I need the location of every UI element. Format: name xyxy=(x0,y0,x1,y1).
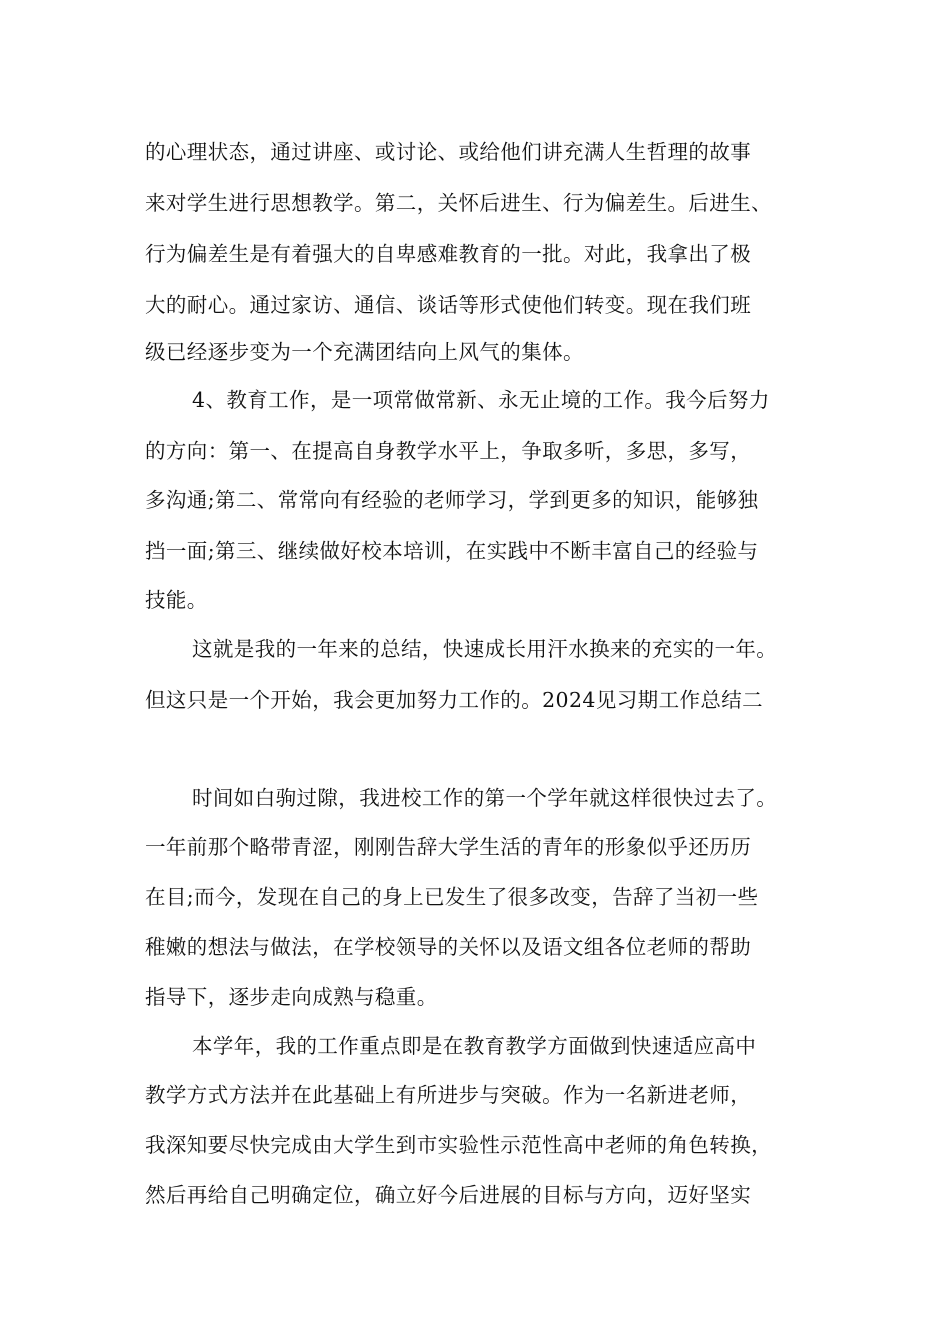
paragraph-2-line-5: 技能。 xyxy=(145,588,208,612)
paragraph-1-line-2: 来对学生进行思想教学。第二，关怀后进生、行为偏差生。后进生、 xyxy=(145,191,772,215)
paragraph-4-line-4: 稚嫩的想法与做法，在学校领导的关怀以及语文组各位老师的帮助 xyxy=(145,935,752,959)
paragraph-4-line-2: 一年前那个略带青涩，刚刚告辞大学生活的青年的形象似乎还历历 xyxy=(145,835,752,859)
paragraph-5-line-1: 本学年，我的工作重点即是在教育教学方面做到快速适应高中 xyxy=(192,1034,757,1058)
paragraph-1-line-3: 行为偏差生是有着强大的自卑感难教育的一批。对此，我拿出了极 xyxy=(145,242,752,266)
paragraph-1-line-4: 大的耐心。通过家访、通信、谈话等形式使他们转变。现在我们班 xyxy=(145,293,752,317)
paragraph-5-line-3: 我深知要尽快完成由大学生到市实验性示范性高中老师的角色转换， xyxy=(145,1133,772,1157)
paragraph-1-line-5: 级已经逐步变为一个充满团结向上风气的集体。 xyxy=(145,340,584,364)
paragraph-2-line-4: 挡一面;第三、继续做好校本培训，在实践中不断丰富自己的经验与 xyxy=(145,539,759,563)
paragraph-1-line-1: 的心理状态，通过讲座、或讨论、或给他们讲充满人生哲理的故事 xyxy=(145,140,752,164)
paragraph-4-line-3: 在目;而今，发现在自己的身上已发生了很多改变，告辞了当初一些 xyxy=(145,885,759,909)
paragraph-5-line-2: 教学方式方法并在此基础上有所进步与突破。作为一名新进老师， xyxy=(145,1083,752,1107)
paragraph-2-line-2: 的方向：第一、在提高自身教学水平上，争取多听，多思，多写， xyxy=(145,439,752,463)
paragraph-4-line-1: 时间如白驹过隙，我进校工作的第一个学年就这样很快过去了。 xyxy=(192,786,778,810)
paragraph-2-line-3: 多沟通;第二、常常向有经验的老师学习，学到更多的知识，能够独 xyxy=(145,488,759,512)
paragraph-4-line-5: 指导下，逐步走向成熟与稳重。 xyxy=(145,985,438,1009)
paragraph-3-line-1: 这就是我的一年来的总结，快速成长用汗水换来的充实的一年。 xyxy=(192,637,778,661)
paragraph-3-line-2: 但这只是一个开始，我会更加努力工作的。2024见习期工作总结二 xyxy=(145,688,764,712)
paragraph-5-line-4: 然后再给自己明确定位，确立好今后进展的目标与方向，迈好坚实 xyxy=(145,1183,752,1207)
paragraph-2-line-1: 4、教育工作，是一项常做常新、永无止境的工作。我今后努力 xyxy=(192,388,770,412)
